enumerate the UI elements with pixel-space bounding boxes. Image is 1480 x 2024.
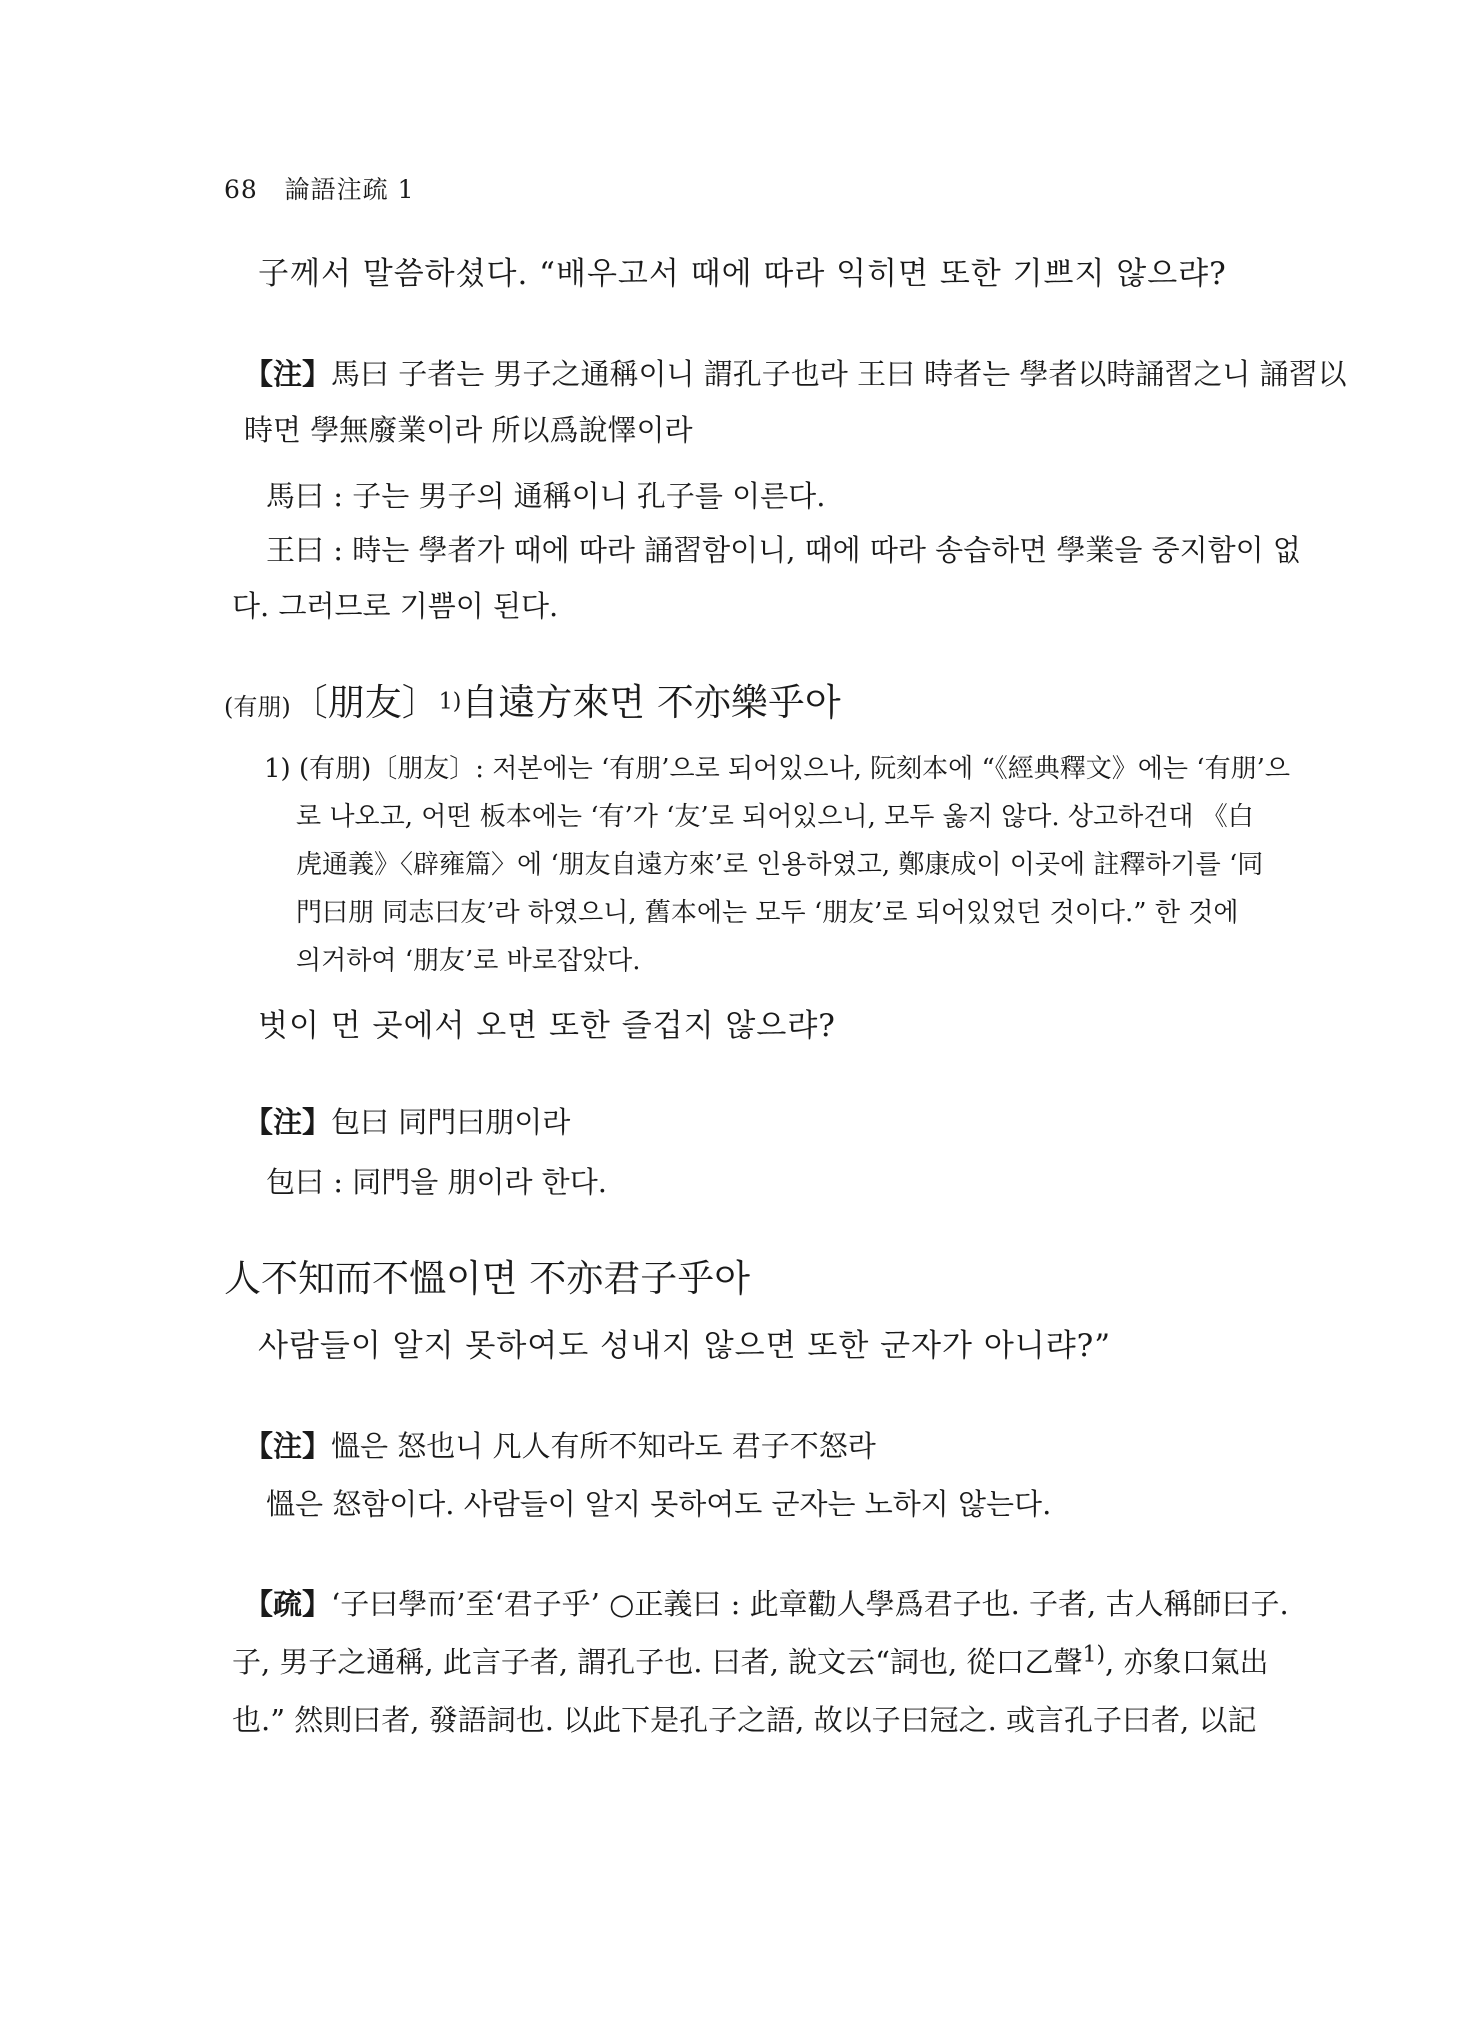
note-1-translation-line-2: 王曰 : 時는 學者가 때에 따라 誦習함이니, 때에 따라 송습하면 學業을 중지함이 없 <box>266 533 1301 567</box>
note-1-line-1 <box>244 352 1347 393</box>
note-1-translation-line-1: 馬曰 : 子는 男子의 通稱이니 孔子를 이른다. <box>266 479 826 513</box>
note-1-line-2: 時면 學無廢業이라 所以爲說懌이라 <box>244 413 693 447</box>
translation-2: 벗이 먼 곳에서 오면 또한 즐겁지 않으랴? <box>258 1008 836 1044</box>
translation-1: 子께서 말씀하셨다. “배우고서 때에 따라 익히면 또한 기쁘지 않으랴? <box>258 256 1227 292</box>
commentary-label: 【疏】 <box>244 1587 332 1621</box>
page-number: 68 <box>224 175 258 204</box>
text-heading-2 <box>224 672 841 726</box>
note-3-translation: 慍은 怒함이다. 사람들이 알지 못하여도 군자는 노하지 않는다. <box>266 1487 1052 1521</box>
commentary-line-1 <box>244 1582 1289 1623</box>
text-heading-3: 人不知而不慍이면 不亦君子乎아 <box>224 1257 750 1300</box>
footnote-line-2: 로 나오고, 어떤 板本에는 ‘有’가 ‘友’로 되어있으니, 모두 옳지 않다. 상고하건대 《白 <box>296 802 1254 832</box>
heading-2-text: 自遠方來면 不亦樂乎아 <box>461 681 841 724</box>
footnote-ref-2: 1) <box>1082 1642 1106 1668</box>
footnote-line-3: 虎通義》〈辟雍篇〉에 ‘朋友自遠方來’로 인용하였고, 鄭康成이 이곳에 註釋하기를 ‘同 <box>296 850 1264 880</box>
heading-2-main: 〔朋友〕 <box>290 681 439 724</box>
note-label: 【注】 <box>244 357 332 391</box>
note-label: 【注】 <box>244 1105 332 1139</box>
footnote-text: (有朋)〔朋友〕: 저본에는 ‘有朋’으로 되어있으나, 阮刻本에 “《經典釋文》에는 ‘有朋’으 <box>298 754 1290 784</box>
commentary-line-2 <box>232 1640 1268 1681</box>
note-2 <box>244 1100 570 1141</box>
running-header <box>224 170 415 206</box>
note-text: 馬曰 子者는 男子之通稱이니 謂孔子也라 王曰 時者는 學者以時誦習之니 誦習以 <box>331 357 1347 391</box>
note-text: 包曰 同門曰朋이라 <box>331 1105 571 1139</box>
footnote-line-4: 門曰朋 同志曰友’라 하였으니, 舊本에는 모두 ‘朋友’로 되어있었던 것이다.” 한 것에 <box>296 898 1239 928</box>
footnote-line-1 <box>264 748 1290 785</box>
note-text: 慍은 怒也니 凡人有所不知라도 君子不怒라 <box>331 1429 876 1463</box>
commentary-line-2-post: , 亦象口氣出 <box>1105 1645 1269 1679</box>
footnote-line-5: 의거하여 ‘朋友’로 바로잡았다. <box>296 946 641 976</box>
note-label: 【注】 <box>244 1429 332 1463</box>
note-3 <box>244 1424 876 1465</box>
note-2-translation: 包曰 : 同門을 朋이라 한다. <box>266 1165 607 1199</box>
footnote-marker: 1) <box>264 754 291 784</box>
commentary-line-3: 也.” 然則曰者, 發語詞也. 以此下是孔子之語, 故以子曰冠之. 或言孔子曰者, 以記 <box>232 1703 1257 1737</box>
translation-3: 사람들이 알지 못하여도 성내지 않으면 또한 군자가 아니랴?” <box>258 1328 1112 1364</box>
commentary-text: ‘子曰學而’至‘君子乎’ ○正義曰 : 此章勸人學爲君子也. 子者, 古人稱師曰子. <box>331 1587 1289 1621</box>
footnote-ref-1: 1) <box>438 689 462 715</box>
book-title: 論語注疏 1 <box>284 175 415 204</box>
note-1-translation-line-3: 다. 그러므로 기쁨이 된다. <box>232 589 559 623</box>
commentary-line-2-pre: 子, 男子之通稱, 此言子者, 謂孔子也. 曰者, 說文云“詞也, 從口乙聲 <box>232 1645 1083 1679</box>
heading-2-prefix: (有朋) <box>224 693 291 721</box>
